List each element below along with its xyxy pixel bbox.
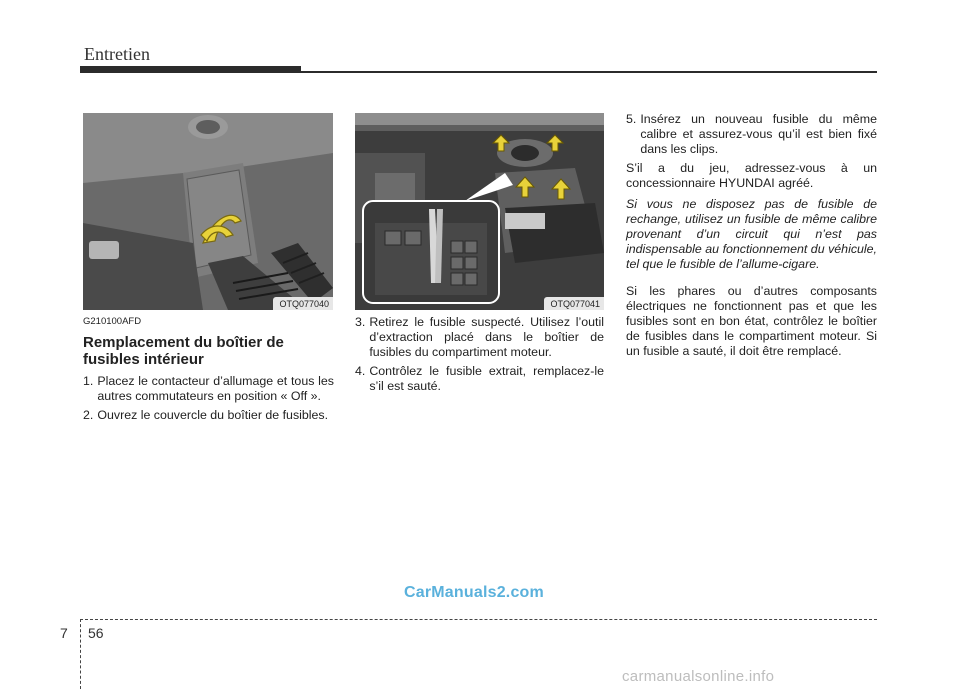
step-5 xyxy=(626,112,877,157)
step-text: Ouvrez le couvercle du boîtier de fusibles. xyxy=(97,408,329,422)
step-number: 1. xyxy=(83,374,94,388)
step-4 xyxy=(355,364,604,394)
section-code: G210100AFD xyxy=(83,316,142,327)
chapter-number: 7 xyxy=(60,625,68,641)
step-number: 3. xyxy=(355,315,366,329)
step-text: Contrôlez le fusible extrait, remplacez-le s’il est sauté. xyxy=(369,364,604,393)
step-text: Placez le contacteur d’allumage et tous les autres commutateurs en position « Off ». xyxy=(97,374,334,403)
column-3 xyxy=(626,112,877,359)
warning-paragraph: Si vous ne disposez pas de fusible de rechange, utilisez un fusible de même calibre provenant d’un circuit qui n’est pas indispensable au fonctionnement du véhicule, tel que le fusible de l’allume-cigare. xyxy=(626,197,877,271)
photo-caption: OTQ077041 xyxy=(544,297,604,310)
step-number: 5. xyxy=(626,112,637,126)
header-rule-thin xyxy=(301,71,877,73)
step-number: 2. xyxy=(83,408,94,422)
page-number: 56 xyxy=(88,625,104,641)
interior-fuse-box-photo xyxy=(83,113,333,310)
photo-caption: OTQ077040 xyxy=(273,297,333,310)
site-watermark: carmanualsonline.info xyxy=(622,668,775,685)
engine-fuse-box-photo xyxy=(355,113,604,310)
column-2 xyxy=(355,315,604,394)
column-1 xyxy=(83,314,334,423)
paragraph-engine-fuse-box: Si les phares ou d’autres composants électriques ne fonctionnent pas et que les fusibles sont en bon état, contrôlez le boîtier de fusibles dans le compartiment moteur. Si un fusible a sauté, il doit être remplacé. xyxy=(626,284,877,358)
step-3 xyxy=(355,315,604,360)
section-title: Remplacement du boîtier de fusibles intérieur xyxy=(83,334,284,368)
step-2 xyxy=(83,408,334,423)
page-header-title: Entretien xyxy=(84,44,150,64)
step-text: Insérez un nouveau fusible du même calibre et assurez-vous qu’il est bien fixé dans les clips. xyxy=(640,112,877,156)
step-text: Retirez le fusible suspecté. Utilisez l’outil d’extraction placé dans le boîtier de fusibles du compartiment moteur. xyxy=(369,315,604,359)
watermark-link[interactable]: CarManuals2.com xyxy=(404,584,544,601)
paragraph-dealer: S’il a du jeu, adressez-vous à un concessionnaire HYUNDAI agréé. xyxy=(626,161,877,190)
header-rule-thick xyxy=(80,66,301,73)
footer-rule xyxy=(80,619,877,620)
footer-divider xyxy=(80,619,81,689)
step-1 xyxy=(83,374,334,404)
step-number: 4. xyxy=(355,364,366,378)
